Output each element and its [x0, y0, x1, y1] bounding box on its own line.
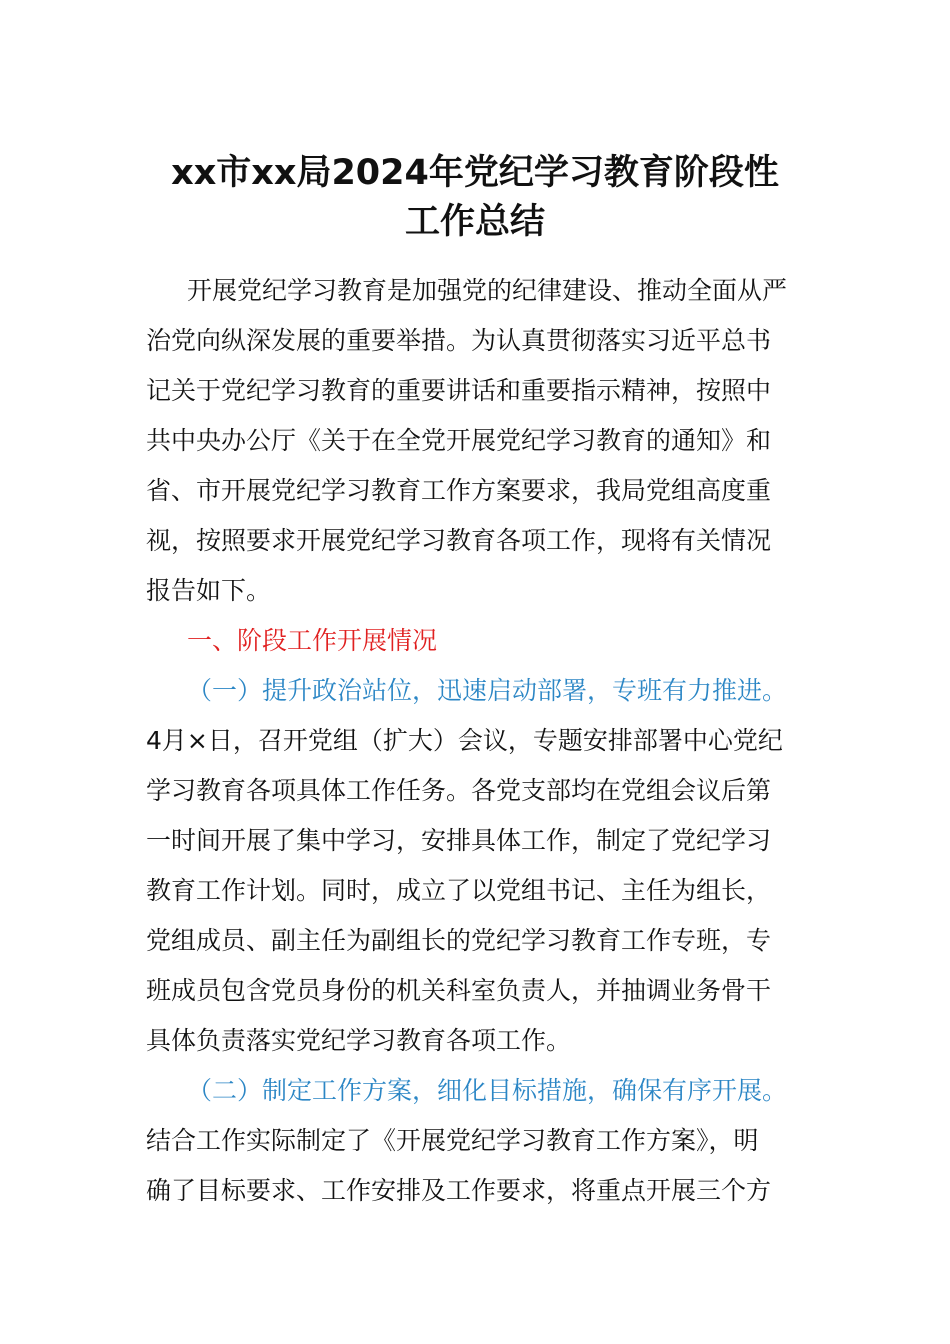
body-text-line: 记关于党纪学习教育的重要讲话和重要指示精神，按照中 [146, 376, 772, 405]
document-title-line-2: 工作总结 [404, 202, 545, 242]
body-text-line: 结合工作实际制定了《开展党纪学习教育工作方案》，明 [146, 1126, 759, 1155]
body-text-line: 省、市开展党纪学习教育工作方案要求，我局党组高度重 [146, 476, 772, 505]
body-text-line: 开展党纪学习教育是加强党的纪律建设、推动全面从严 [187, 276, 788, 305]
body-text-line: 班成员包含党员身份的机关科室负责人，并抽调业务骨干 [146, 976, 772, 1005]
section-heading: 一、阶段工作开展情况 [187, 626, 438, 655]
body-text-line: 一时间开展了集中学习，安排具体工作，制定了党纪学习 [146, 826, 772, 855]
document-title-line-1: xx市xx局2024年党纪学习教育阶段性 [171, 153, 779, 193]
body-text-line: 具体负责落实党纪学习教育各项工作。 [146, 1026, 572, 1055]
body-text-line: 教育工作计划。同时，成立了以党组书记、主任为组长， [146, 876, 772, 905]
body-text-line: 学习教育各项具体工作任务。各党支部均在党组会议后第 [146, 776, 772, 805]
subsection-heading: （一）提升政治站位，迅速启动部署，专班有力推进。 [187, 676, 788, 705]
body-text-line: 视，按照要求开展党纪学习教育各项工作，现将有关情况 [146, 526, 772, 555]
body-text-line: 治党向纵深发展的重要举措。为认真贯彻落实习近平总书 [146, 326, 772, 355]
body-text-line: 4月×日，召开党组（扩大）会议，专题安排部署中心党纪 [146, 726, 783, 755]
body-text-line: 确了目标要求、工作安排及工作要求，将重点开展三个方 [146, 1176, 772, 1205]
body-text-line: 党组成员、副主任为副组长的党纪学习教育工作专班，专 [146, 926, 772, 955]
subsection-heading: （二）制定工作方案，细化目标措施，确保有序开展。 [187, 1076, 788, 1105]
body-text-line: 报告如下。 [146, 576, 272, 605]
body-text-line: 共中央办公厅《关于在全党开展党纪学习教育的通知》和 [146, 426, 772, 455]
